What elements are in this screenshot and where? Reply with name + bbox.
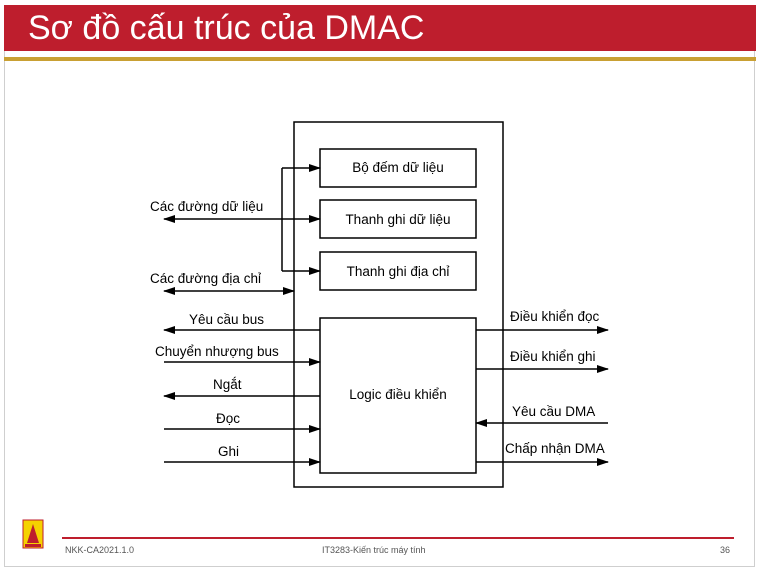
footer-line xyxy=(62,537,734,539)
write-label: Ghi xyxy=(218,444,240,459)
footer-course-code: NKK-CA2021.1.0 xyxy=(65,545,135,555)
read-label: Đọc xyxy=(216,411,241,426)
address-register-label: Thanh ghi địa chỉ xyxy=(346,264,450,279)
bus-grant-label: Chuyển nhượng bus xyxy=(155,344,279,359)
bus-request-label: Yêu cầu bus xyxy=(189,312,265,327)
interrupt-label: Ngắt xyxy=(213,377,242,392)
address-lines-label: Các đường địa chỉ xyxy=(150,271,261,286)
footer-course-name: IT3283-Kiến trúc máy tính xyxy=(322,545,426,555)
data-register-label: Thanh ghi dữ liệu xyxy=(345,212,451,227)
slide-title: Sơ đồ cấu trúc của DMAC xyxy=(28,9,425,47)
write-control-label: Điều khiển ghi xyxy=(510,349,596,364)
dma-ack-label: Chấp nhận DMA xyxy=(505,441,605,456)
dma-request-label: Yêu cầu DMA xyxy=(512,404,596,419)
control-logic-label: Logic điều khiển xyxy=(349,387,447,402)
data-counter-label: Bộ đếm dữ liệu xyxy=(352,160,444,175)
university-logo xyxy=(22,519,44,549)
page-number: 36 xyxy=(720,545,731,555)
read-control-label: Điều khiển đọc xyxy=(510,309,600,324)
data-lines-label: Các đường dữ liệu xyxy=(150,199,264,214)
